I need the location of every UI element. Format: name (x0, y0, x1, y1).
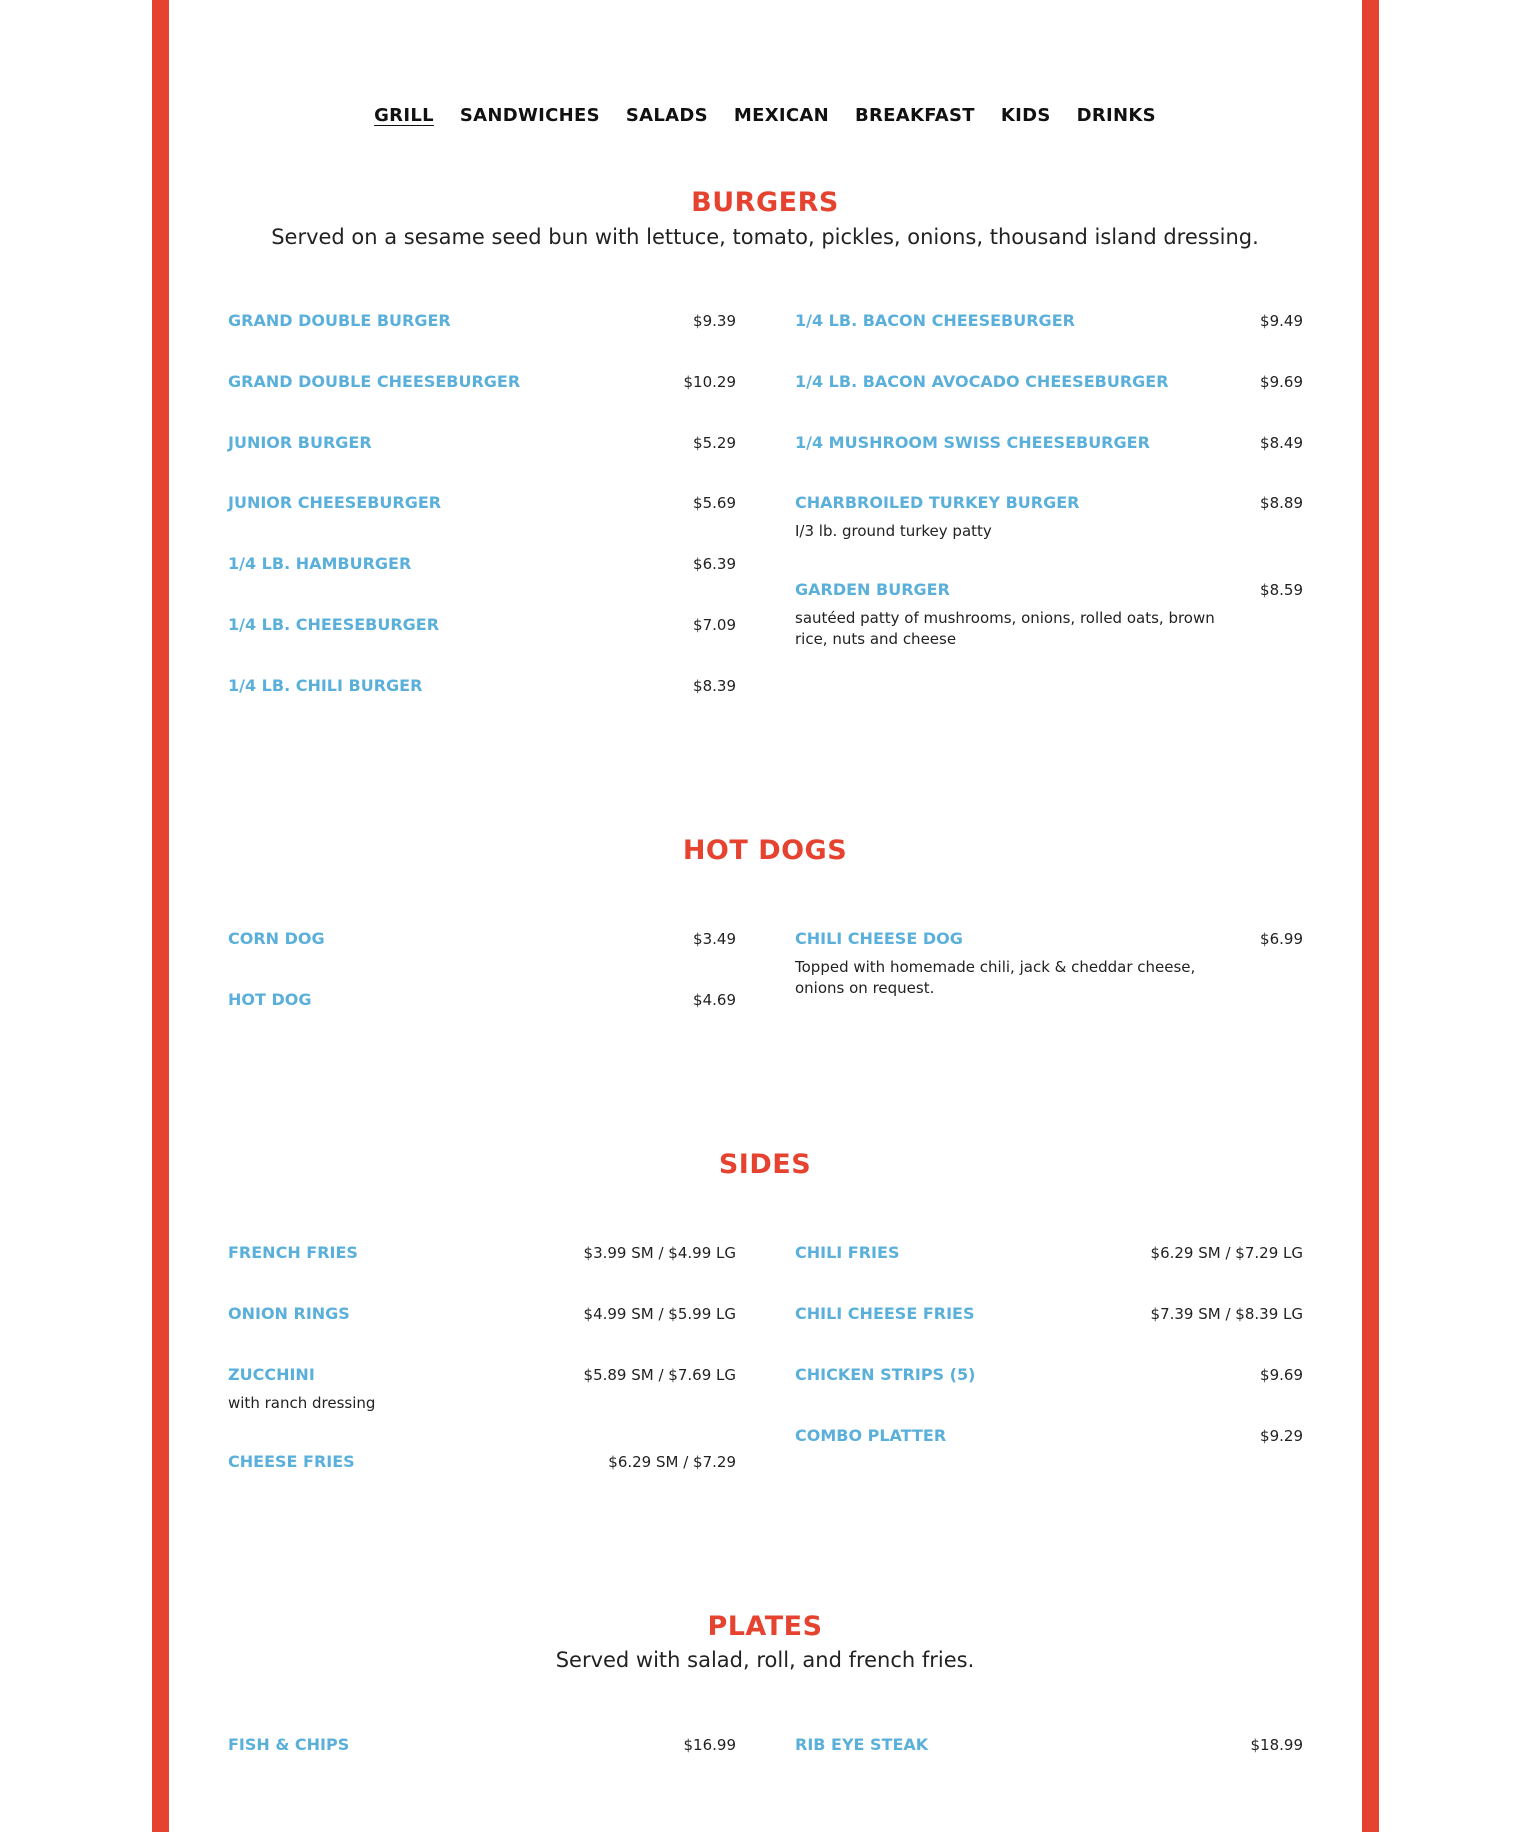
item-name[interactable]: CORN DOG (228, 929, 325, 948)
item-name[interactable]: COMBO PLATTER (795, 1426, 947, 1445)
item-price: $3.99 SM / $4.99 LG (583, 1244, 736, 1262)
item-price: $5.69 (693, 494, 736, 512)
item-name[interactable]: ZUCCHINI (228, 1365, 315, 1384)
menu-category-nav (0, 105, 1530, 126)
item-name[interactable]: 1/4 MUSHROOM SWISS CHEESEBURGER (795, 433, 1150, 452)
nav-tab-sandwiches[interactable]: SANDWICHES (459, 105, 600, 126)
item-price: $16.99 (683, 1736, 736, 1754)
item-name[interactable]: 1/4 LB. CHILI BURGER (228, 676, 423, 695)
item-price: $6.39 (693, 555, 736, 573)
item-price: $6.99 (1260, 930, 1303, 948)
item-price: $9.49 (1260, 312, 1303, 330)
left-border (152, 0, 169, 1832)
item-price: $4.69 (693, 991, 736, 1009)
item-price: $9.69 (1260, 373, 1303, 391)
nav-tab-salads[interactable]: SALADS (625, 105, 708, 126)
sides-title: SIDES (718, 1149, 812, 1180)
item-name[interactable]: CHILI CHEESE DOG (795, 929, 963, 948)
nav-tab-breakfast[interactable]: BREAKFAST (854, 105, 975, 126)
item-name[interactable]: CHEESE FRIES (228, 1452, 355, 1471)
item-description: Topped with homemade chili, jack & cheddar cheese, onions on request. (795, 958, 1196, 997)
nav-tab-grill[interactable]: GRILL (374, 105, 434, 126)
item-name[interactable]: HOT DOG (228, 990, 312, 1009)
item-price: $4.99 SM / $5.99 LG (583, 1305, 736, 1323)
item-name[interactable]: 1/4 LB. BACON CHEESEBURGER (795, 311, 1075, 330)
item-price: $9.39 (693, 312, 736, 330)
item-price: $6.29 SM / $7.29 (608, 1453, 736, 1471)
item-description: I/3 lb. ground turkey patty (795, 522, 992, 540)
item-name[interactable]: 1/4 LB. CHEESEBURGER (228, 615, 440, 634)
item-name[interactable]: GRAND DOUBLE BURGER (228, 311, 451, 330)
item-name[interactable]: CHARBROILED TURKEY BURGER (795, 493, 1080, 512)
item-name[interactable]: 1/4 LB. HAMBURGER (228, 554, 412, 573)
item-price: $7.09 (693, 616, 736, 634)
item-description: with ranch dressing (228, 1394, 376, 1412)
burgers-title: BURGERS (691, 187, 839, 218)
item-name[interactable]: CHILI FRIES (795, 1243, 900, 1262)
item-name[interactable]: CHICKEN STRIPS (5) (795, 1365, 976, 1384)
item-name[interactable]: ONION RINGS (228, 1304, 350, 1323)
item-name[interactable]: FISH & CHIPS (228, 1735, 350, 1754)
item-name[interactable]: RIB EYE STEAK (795, 1735, 929, 1754)
item-price: $10.29 (683, 373, 736, 391)
item-price: $5.29 (693, 434, 736, 452)
item-price: $9.29 (1260, 1427, 1303, 1445)
item-name[interactable]: 1/4 LB. BACON AVOCADO CHEESEBURGER (795, 372, 1169, 391)
item-price: $8.49 (1260, 434, 1303, 452)
item-name[interactable]: GARDEN BURGER (795, 580, 950, 599)
nav-tab-kids[interactable]: KIDS (1000, 105, 1051, 126)
right-border (1362, 0, 1379, 1832)
item-price: $5.89 SM / $7.69 LG (583, 1366, 736, 1384)
item-description: sautéed patty of mushrooms, onions, rolled oats, brown rice, nuts and cheese (795, 609, 1215, 648)
nav-tab-drinks[interactable]: DRINKS (1076, 105, 1156, 126)
item-price: $9.69 (1260, 1366, 1303, 1384)
plates-subtitle: Served with salad, roll, and french fries. (555, 1648, 975, 1672)
hotdogs-title: HOT DOGS (682, 835, 848, 866)
item-price: $3.49 (693, 930, 736, 948)
item-name[interactable]: JUNIOR CHEESEBURGER (228, 493, 442, 512)
item-price: $8.39 (693, 677, 736, 695)
item-price: $7.39 SM / $8.39 LG (1150, 1305, 1303, 1323)
item-price: $8.59 (1260, 581, 1303, 599)
item-price: $8.89 (1260, 494, 1303, 512)
burgers-subtitle: Served on a sesame seed bun with lettuce, tomato, pickles, onions, thousand island dressing. (271, 225, 1259, 249)
item-name[interactable]: JUNIOR BURGER (228, 433, 372, 452)
plates-title: PLATES (707, 1611, 823, 1642)
item-name[interactable]: GRAND DOUBLE CHEESEBURGER (228, 372, 521, 391)
item-price: $18.99 (1250, 1736, 1303, 1754)
item-price: $6.29 SM / $7.29 LG (1150, 1244, 1303, 1262)
item-name[interactable]: CHILI CHEESE FRIES (795, 1304, 975, 1323)
item-name[interactable]: FRENCH FRIES (228, 1243, 358, 1262)
nav-tab-mexican[interactable]: MEXICAN (733, 105, 829, 126)
